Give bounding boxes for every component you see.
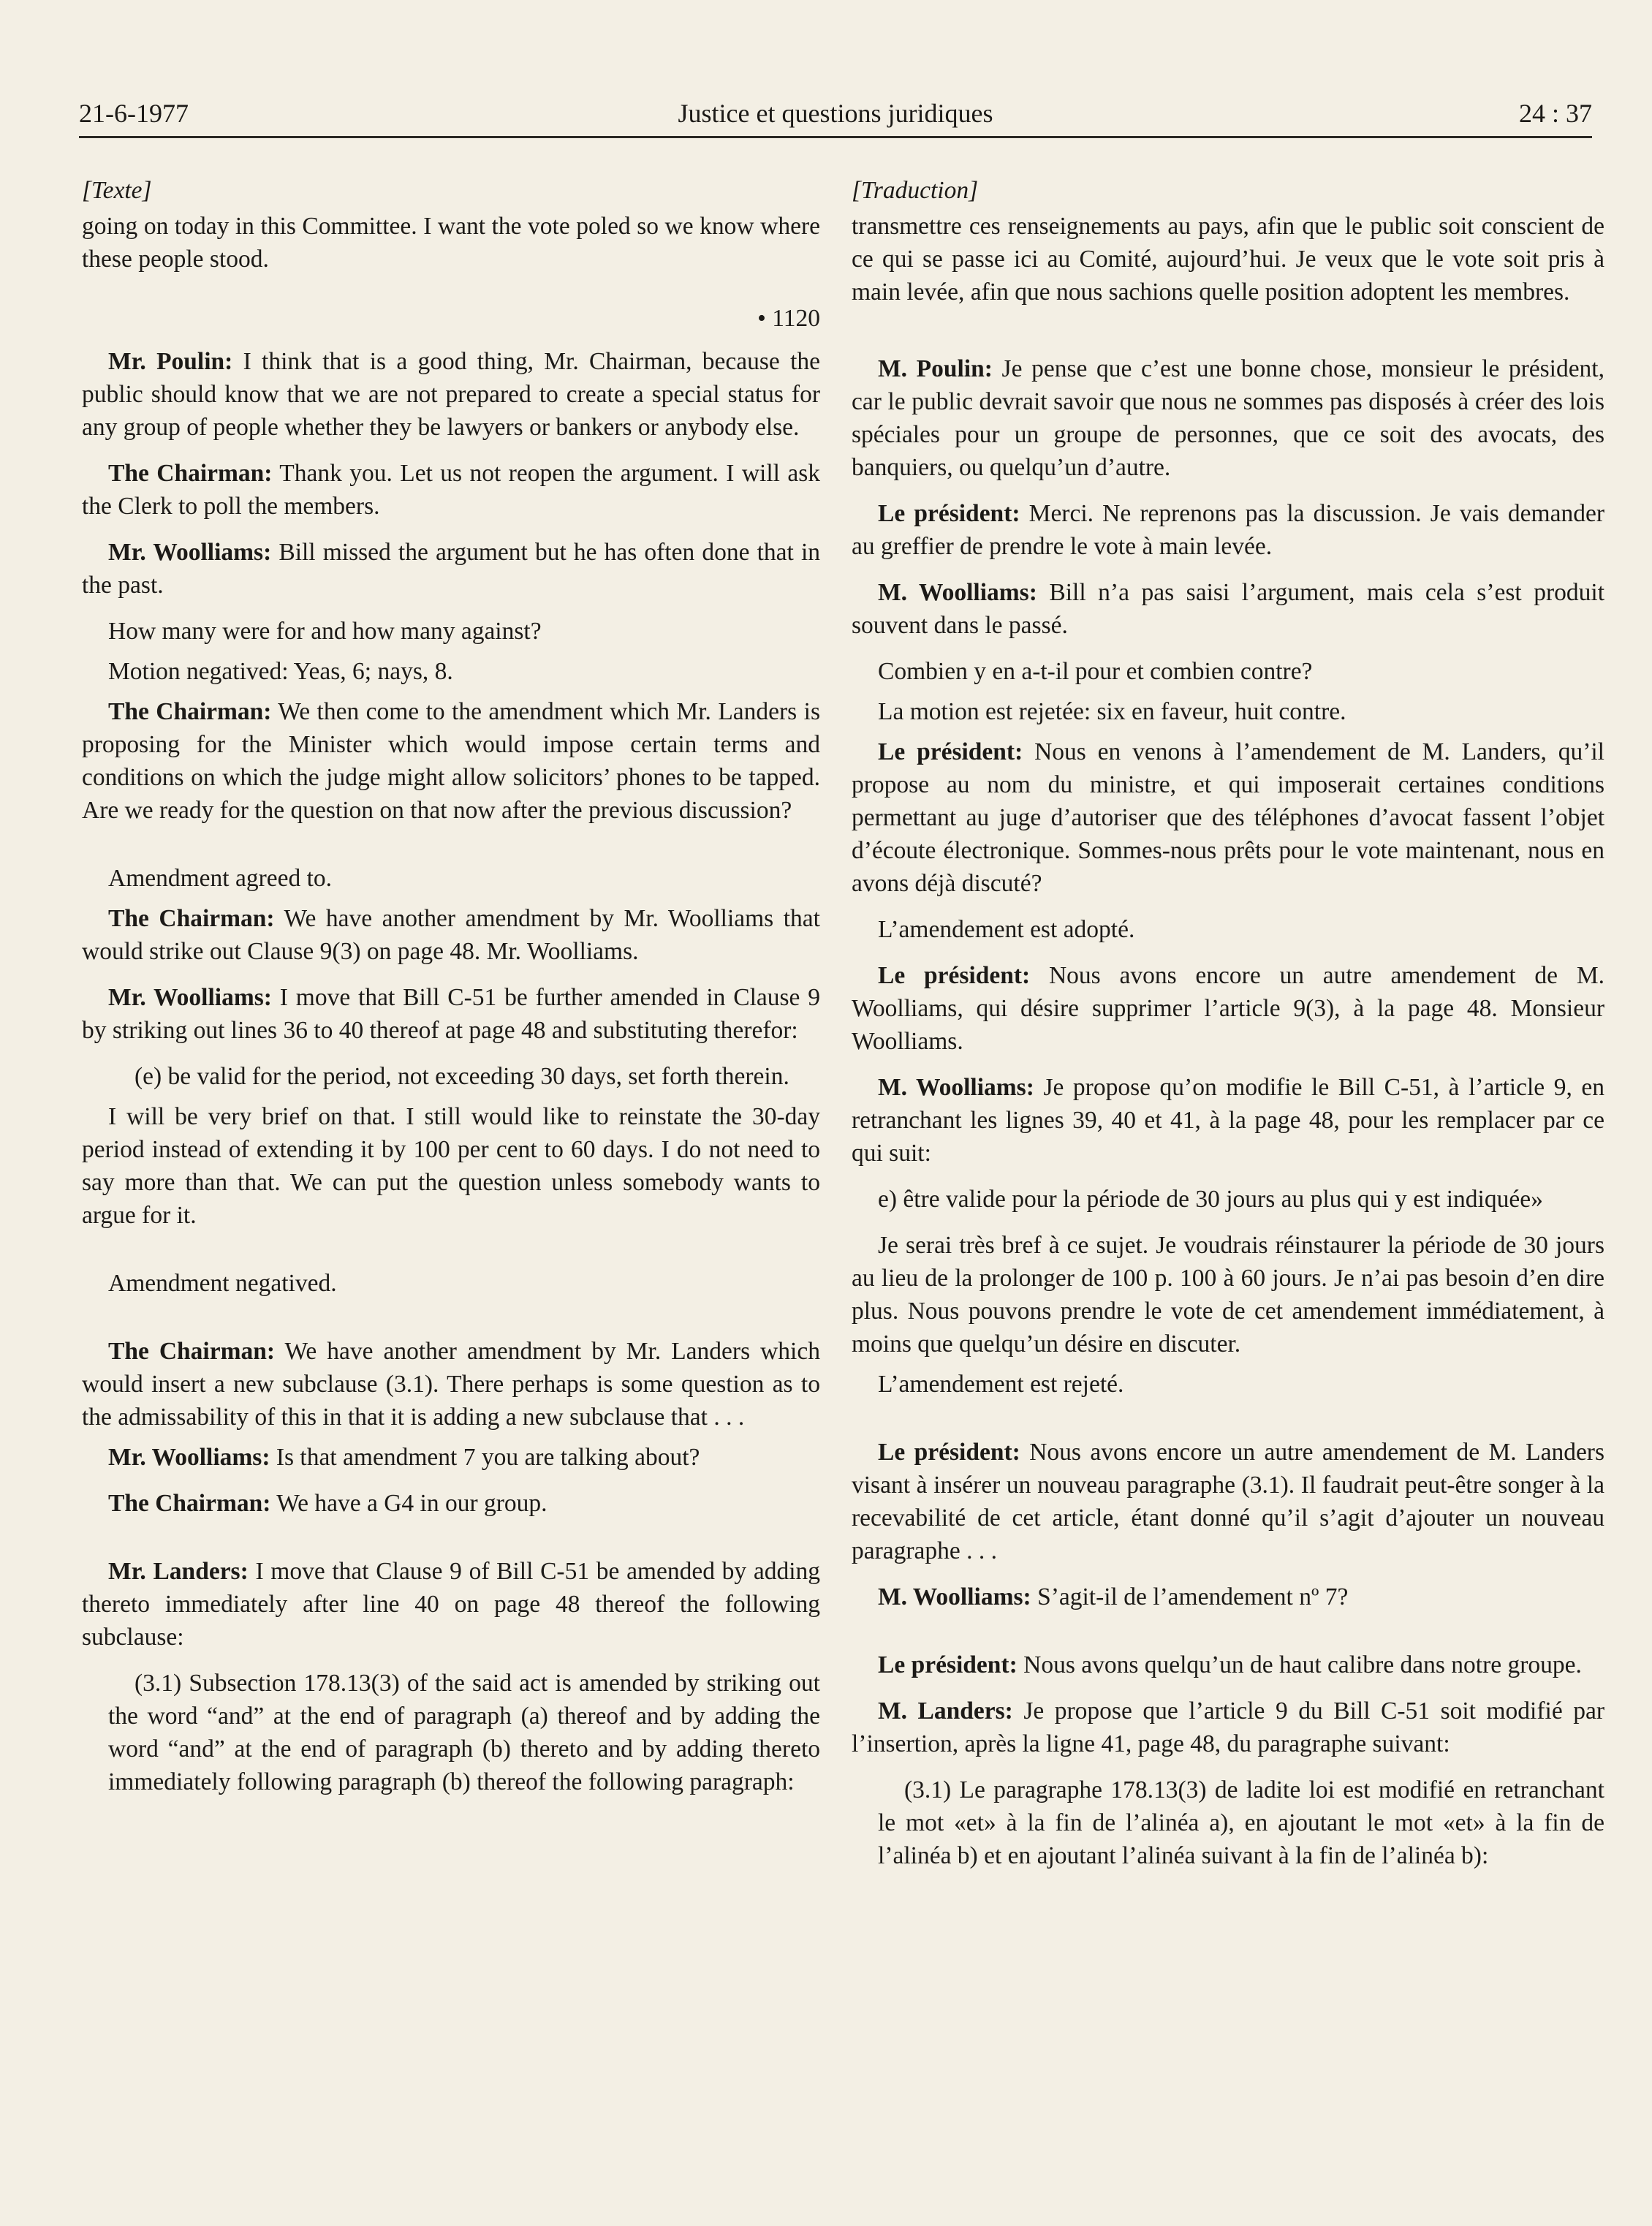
speaker-name: M. Woolliams: — [878, 579, 1037, 606]
speech-text: Je propose qu’on modifie le Bill C-51, à l’article 9, en retranchant les lignes 39, 40 et 41, à la page 48, pour les remplacer par ce qui suit: — [852, 1074, 1605, 1167]
procedural-note: La motion est rejetée: six en faveur, huit contre. — [878, 698, 1346, 725]
quoted-amendment: (e) be valid for the period, not exceeding 30 days, set forth therein. — [134, 1063, 789, 1090]
speaker-name: The Chairman: — [108, 905, 275, 932]
paragraph: How many were for and how many against? — [108, 618, 542, 645]
procedural-note: L’amendement est adopté. — [878, 916, 1135, 943]
procedural-note: Motion negatived: Yeas, 6; nays, 8. — [108, 658, 453, 685]
column-tag: [Traduction] — [852, 177, 979, 204]
speaker-name: Le président: — [878, 1439, 1020, 1466]
speaker-name: Mr. Landers: — [108, 1558, 249, 1585]
speech — [82, 902, 820, 968]
speech — [852, 1436, 1604, 1567]
speech-text: Je pense que c’est une bonne chose, monsieur le président, car le public devrait savoir que nous ne sommes pas disposés à créer des lois spéciales pour un groupe de personnes, que ce soit des avocats, des banquiers, ou quelqu’un d’autre. — [852, 355, 1604, 481]
speech — [852, 959, 1604, 1058]
paragraph: going on today in this Committee. I want the vote poled so we know where these people stood. — [82, 213, 820, 273]
speaker-name: Mr. Woolliams: — [108, 1444, 270, 1471]
speech-text: Merci. Ne reprenons pas la discussion. Je vais demander au greffier de prendre le vote à main levée. — [852, 500, 1604, 560]
speech-text: Je propose que l’article 9 du Bill C-51 soit modifié par l’insertion, après la ligne 41, page 48, du paragraphe suivant: — [852, 1697, 1605, 1757]
paragraph: Combien y en a-t-il pour et combien contre? — [878, 658, 1313, 685]
speech — [82, 695, 820, 827]
speech-text: Is that amendment 7 you are talking about? — [270, 1444, 700, 1471]
speech-text: We have another amendment by Mr. Woolliams that would strike out Clause 9(3) on page 48. Mr. Woolliams. — [82, 905, 820, 965]
speech-text: We have a G4 in our group. — [270, 1490, 547, 1517]
speech-text: Bill n’a pas saisi l’argument, mais cela s’est produit souvent dans le passé. — [852, 579, 1604, 639]
speech-text: We then come to the amendment which Mr. Landers is proposing for the Minister which would impose certain terms and conditions on which the judge might allow solicitors’ phones to be tapped. Are we ready for the question on that now after the previous discussion? — [82, 698, 820, 824]
speech — [82, 1441, 820, 1474]
speech — [852, 1695, 1604, 1760]
paragraph: Je serai très bref à ce sujet. Je voudrais réinstaurer la période de 30 jours au lieu de la prolonger de 100 p. 100 à 60 jours. Je n’ai pas besoin d’en dire plus. Nous pouvons prendre le vote de cet amendement immédiatement, à moins que quelqu’un désire en discuter. — [852, 1232, 1604, 1358]
speech — [852, 1071, 1604, 1170]
running-header — [79, 94, 1592, 138]
french-column — [852, 174, 1604, 1872]
speaker-name: The Chairman: — [108, 1490, 271, 1517]
speech-text: Nous en venons à l’amendement de M. Landers, qu’il propose au nom du ministre, et qui imposerait certaines conditions permettant au juge d’autoriser que des téléphones d’avocat fassent l’objet d’écoute électronique. Sommes-nous prêts pour le vote maintenant, nous en avons déjà discuté? — [852, 738, 1604, 897]
speaker-name: Mr. Woolliams: — [108, 539, 272, 566]
speaker-name: M. Woolliams: — [878, 1583, 1031, 1610]
speech-text: S’agit-il de l’amendement nº 7? — [1031, 1583, 1349, 1610]
speech — [852, 576, 1604, 642]
speech-text: Thank you. Let us not reopen the argument. I will ask the Clerk to poll the members. — [82, 460, 820, 520]
speech-text: Nous avons encore un autre amendement de M. Woolliams, qui désire supprimer l’article 9(3), à la page 48. Monsieur Woolliams. — [852, 962, 1605, 1055]
header-title: Justice et questions juridiques — [678, 99, 993, 128]
speaker-name: Le président: — [878, 500, 1020, 527]
speech-text: Bill missed the argument but he has often done that in the past. — [82, 539, 821, 599]
speech — [852, 1648, 1604, 1681]
header-page-number: 24 : 37 — [1518, 99, 1592, 128]
speech-text: I move that Clause 9 of Bill C-51 be amended by adding thereto immediately after line 40 on page 48 thereof the following subclause: — [82, 1558, 821, 1651]
english-column — [82, 174, 820, 1798]
paragraph: transmettre ces renseignements au pays, afin que le public soit conscient de ce qui se passe ici au Comité, aujourd’hui. Je veux que le vote soit pris à main levée, afin que nous sachions quelle position adoptent les membres. — [852, 213, 1604, 306]
speaker-name: Le président: — [878, 962, 1031, 989]
speaker-name: M. Woolliams: — [878, 1074, 1034, 1101]
speech-text: Nous avons quelqu’un de haut calibre dans notre groupe. — [1017, 1651, 1582, 1678]
column-tag: [Texte] — [82, 177, 152, 204]
speech — [82, 536, 820, 602]
speaker-name: The Chairman: — [108, 698, 272, 725]
quoted-amendment: (3.1) Le paragraphe 178.13(3) de ladite loi est modifié en retranchant le mot «et» à la fin de l’alinéa a), en ajoutant le mot «et» à la fin de l’alinéa b) et en ajoutant l’alinéa suivant à la fin de l’alinéa b): — [878, 1776, 1604, 1869]
header-date: 21-6-1977 — [79, 99, 189, 128]
speech — [852, 497, 1604, 563]
speaker-name: M. Poulin: — [878, 355, 993, 382]
speaker-name: Le président: — [878, 1651, 1018, 1678]
speaker-name: The Chairman: — [108, 460, 273, 487]
speaker-name: Mr. Woolliams: — [108, 984, 272, 1011]
speech — [82, 1555, 820, 1654]
speech — [82, 1335, 820, 1434]
paragraph: I will be very brief on that. I still would like to reinstate the 30-day period instead of extending it by 100 per cent to 60 days. I do not need to say more than that. We can put the question unless somebody wants to argue for it. — [82, 1103, 820, 1229]
speaker-name: Le président: — [878, 738, 1023, 765]
speech — [852, 352, 1604, 484]
speaker-name: M. Landers: — [878, 1697, 1013, 1725]
speech — [852, 1580, 1604, 1613]
quoted-amendment: (3.1) Subsection 178.13(3) of the said act is amended by striking out the word “and” at the end of paragraph (a) thereof and by adding the word “and” at the end of paragraph (b) thereto and by adding thereto immediately following paragraph (b) thereof the following paragraph: — [108, 1670, 820, 1795]
speech — [82, 457, 820, 523]
time-marker: • 1120 — [757, 305, 820, 332]
procedural-note: L’amendement est rejeté. — [878, 1371, 1124, 1398]
speech-text: I move that Bill C-51 be further amended in Clause 9 by striking out lines 36 to 40 thereof at page 48 and substituting therefor: — [82, 984, 820, 1044]
speech — [852, 735, 1604, 900]
speech — [82, 345, 820, 444]
procedural-note: Amendment negatived. — [108, 1270, 337, 1297]
speech-text: Nous avons encore un autre amendement de M. Landers visant à insérer un nouveau paragraphe (3.1). Il faudrait peut-être songer à la recevabilité de cet article, étant donné qu’il s’agit d’ajouter un nouveau paragraphe . . . — [852, 1439, 1605, 1564]
speech — [82, 1487, 820, 1520]
speech-text: I think that is a good thing, Mr. Chairman, because the public should know that we are not prepared to create a special status for any group of people whether they be lawyers or bankers or anybody else. — [82, 348, 821, 441]
speech-text: We have another amendment by Mr. Landers which would insert a new subclause (3.1). There perhaps is some question as to the admissability of this in that it is adding a new subclause that . . . — [82, 1338, 820, 1431]
speaker-name: Mr. Poulin: — [108, 348, 233, 375]
procedural-note: Amendment agreed to. — [108, 865, 333, 892]
quoted-amendment: e) être valide pour la période de 30 jours au plus qui y est indiquée» — [878, 1186, 1543, 1213]
speech — [82, 981, 820, 1047]
speaker-name: The Chairman: — [108, 1338, 276, 1365]
